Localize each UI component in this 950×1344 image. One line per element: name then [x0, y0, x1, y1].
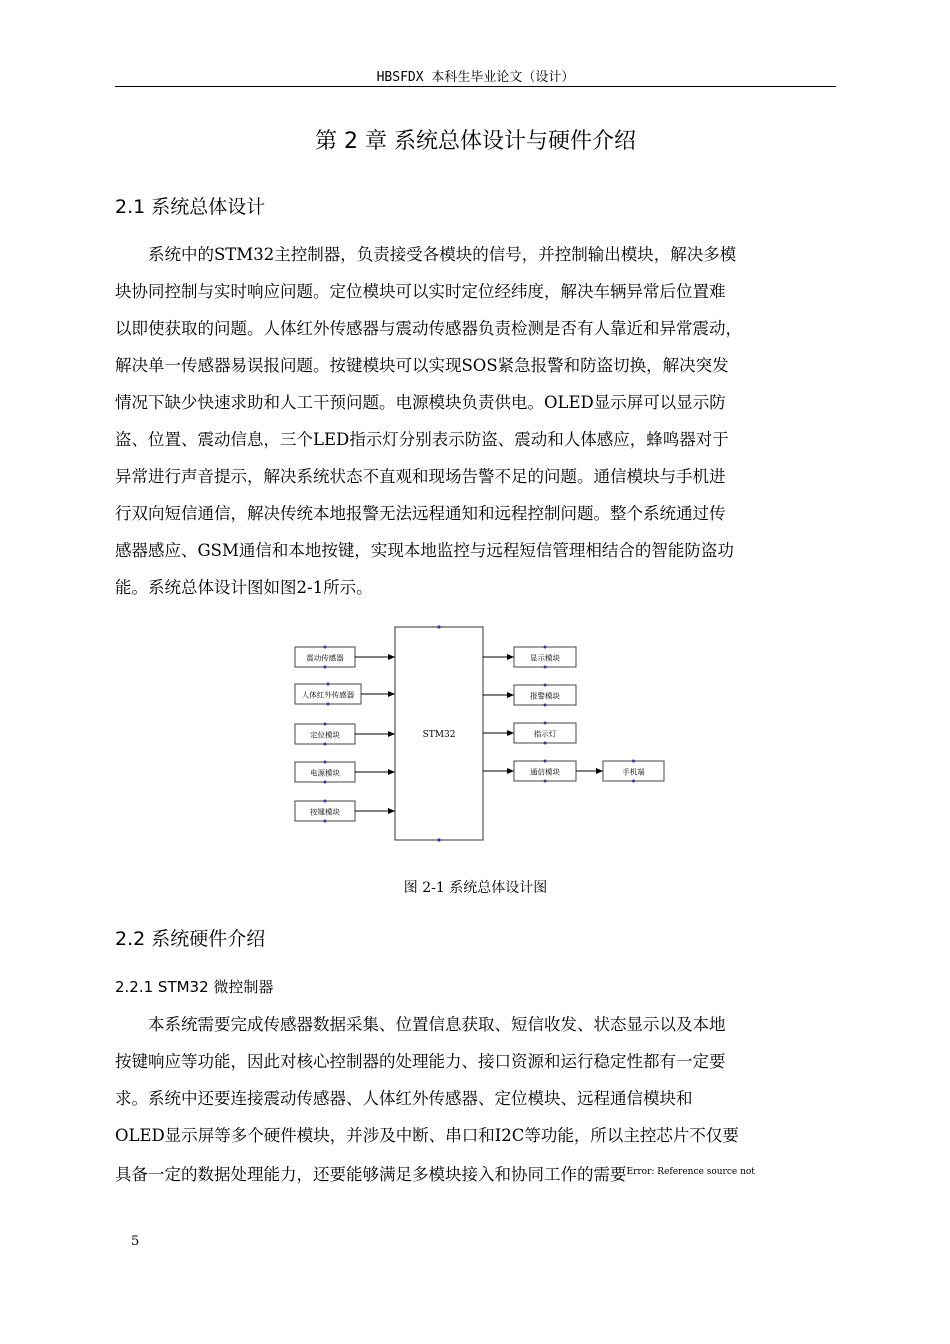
running-header: HBSFDX 本科生毕业论文（设计） — [376, 70, 575, 85]
input-label: 定位模块 — [310, 730, 340, 740]
body-line: 解决单一传感器易误报问题。按键模块可以实现SOS紧急报警和防盗切换，解决突发 — [115, 356, 729, 375]
section-2-1-body — [115, 236, 836, 606]
body-line: 块协同控制与实时响应问题。定位模块可以实时定位经纬度，解决车辆异常后位置难 — [115, 282, 726, 301]
input-block — [295, 646, 355, 669]
section-heading-2-1: 2.1 系统总体设计 — [115, 196, 266, 218]
body-line: 感器感应、GSM通信和本地按键，实现本地监控与远程短信管理相结合的智能防盗功 — [115, 541, 734, 560]
body-line: 本系统需要完成传感器数据采集、位置信息获取、短信收发、状态显示以及本地 — [148, 1015, 726, 1034]
input-block — [295, 723, 355, 746]
subsection-2-2-1-body — [115, 1006, 836, 1193]
phone-label: 手机端 — [622, 767, 645, 777]
input-block — [295, 683, 361, 706]
output-label: 通信模块 — [530, 767, 560, 777]
body-line: OLED显示屏等多个硬件模块，并涉及中断、串口和I2C等功能，所以主控芯片不仅要 — [115, 1126, 739, 1145]
body-line: 系统中的STM32主控制器，负责接受各模块的信号，并控制输出模块，解决多模 — [148, 245, 737, 264]
stm32-label: STM32 — [422, 730, 456, 740]
input-label: 电源模块 — [310, 768, 340, 778]
body-line: 异常进行声音提示，解决系统状态不直观和现场告警不足的问题。通信模块与手机进 — [115, 467, 726, 486]
body-line: 行双向短信通信，解决传统本地报警无法远程通知和远程控制问题。整个系统通过传 — [115, 504, 726, 523]
input-label: 按键模块 — [310, 807, 340, 817]
input-label: 人体红外传感器 — [301, 690, 355, 700]
body-line: 能。系统总体设计图如图2-1所示。 — [115, 578, 373, 597]
output-label: 显示模块 — [530, 653, 560, 663]
body-line: 按键响应等功能，因此对核心控制器的处理能力、接口资源和运行稳定性都有一定要 — [115, 1052, 726, 1071]
output-block — [514, 760, 576, 783]
input-block — [295, 761, 355, 784]
output-block — [514, 646, 576, 669]
output-label: 指示灯 — [533, 729, 557, 739]
figure-caption: 图 2-1 系统总体设计图 — [403, 880, 548, 896]
output-block — [514, 684, 576, 707]
input-block — [295, 800, 355, 823]
input-label: 震动传感器 — [306, 653, 344, 663]
page-number: 5 — [131, 1234, 140, 1249]
body-line: 情况下缺少快速求助和人工干预问题。电源模块负责供电。OLED显示屏可以显示防 — [115, 393, 726, 412]
output-block — [514, 722, 576, 745]
section-heading-2-2: 2.2 系统硬件介绍 — [115, 928, 266, 950]
body-line-text: 具备一定的数据处理能力，还要能够满足多模块接入和协同工作的需要 — [115, 1165, 627, 1184]
header-rule — [115, 86, 836, 87]
system-block-diagram — [285, 620, 675, 850]
phone-block — [603, 760, 664, 783]
body-line-last — [115, 1154, 836, 1193]
reference-error-text: Error: Reference source not — [626, 1167, 755, 1177]
body-line: 求。系统中还要连接震动传感器、人体红外传感器、定位模块、远程通信模块和 — [115, 1089, 693, 1108]
chapter-title: 第 2 章 系统总体设计与硬件介绍 — [315, 129, 636, 154]
body-line: 盗、位置、震动信息，三个LED指示灯分别表示防盗、震动和人体感应，蜂鸣器对于 — [115, 430, 729, 449]
body-line: 以即使获取的问题。人体红外传感器与震动传感器负责检测是否有人靠近和异常震动， — [115, 319, 742, 338]
subsection-heading-2-2-1: 2.2.1 STM32 微控制器 — [115, 978, 274, 996]
output-label: 报警模块 — [530, 691, 560, 701]
